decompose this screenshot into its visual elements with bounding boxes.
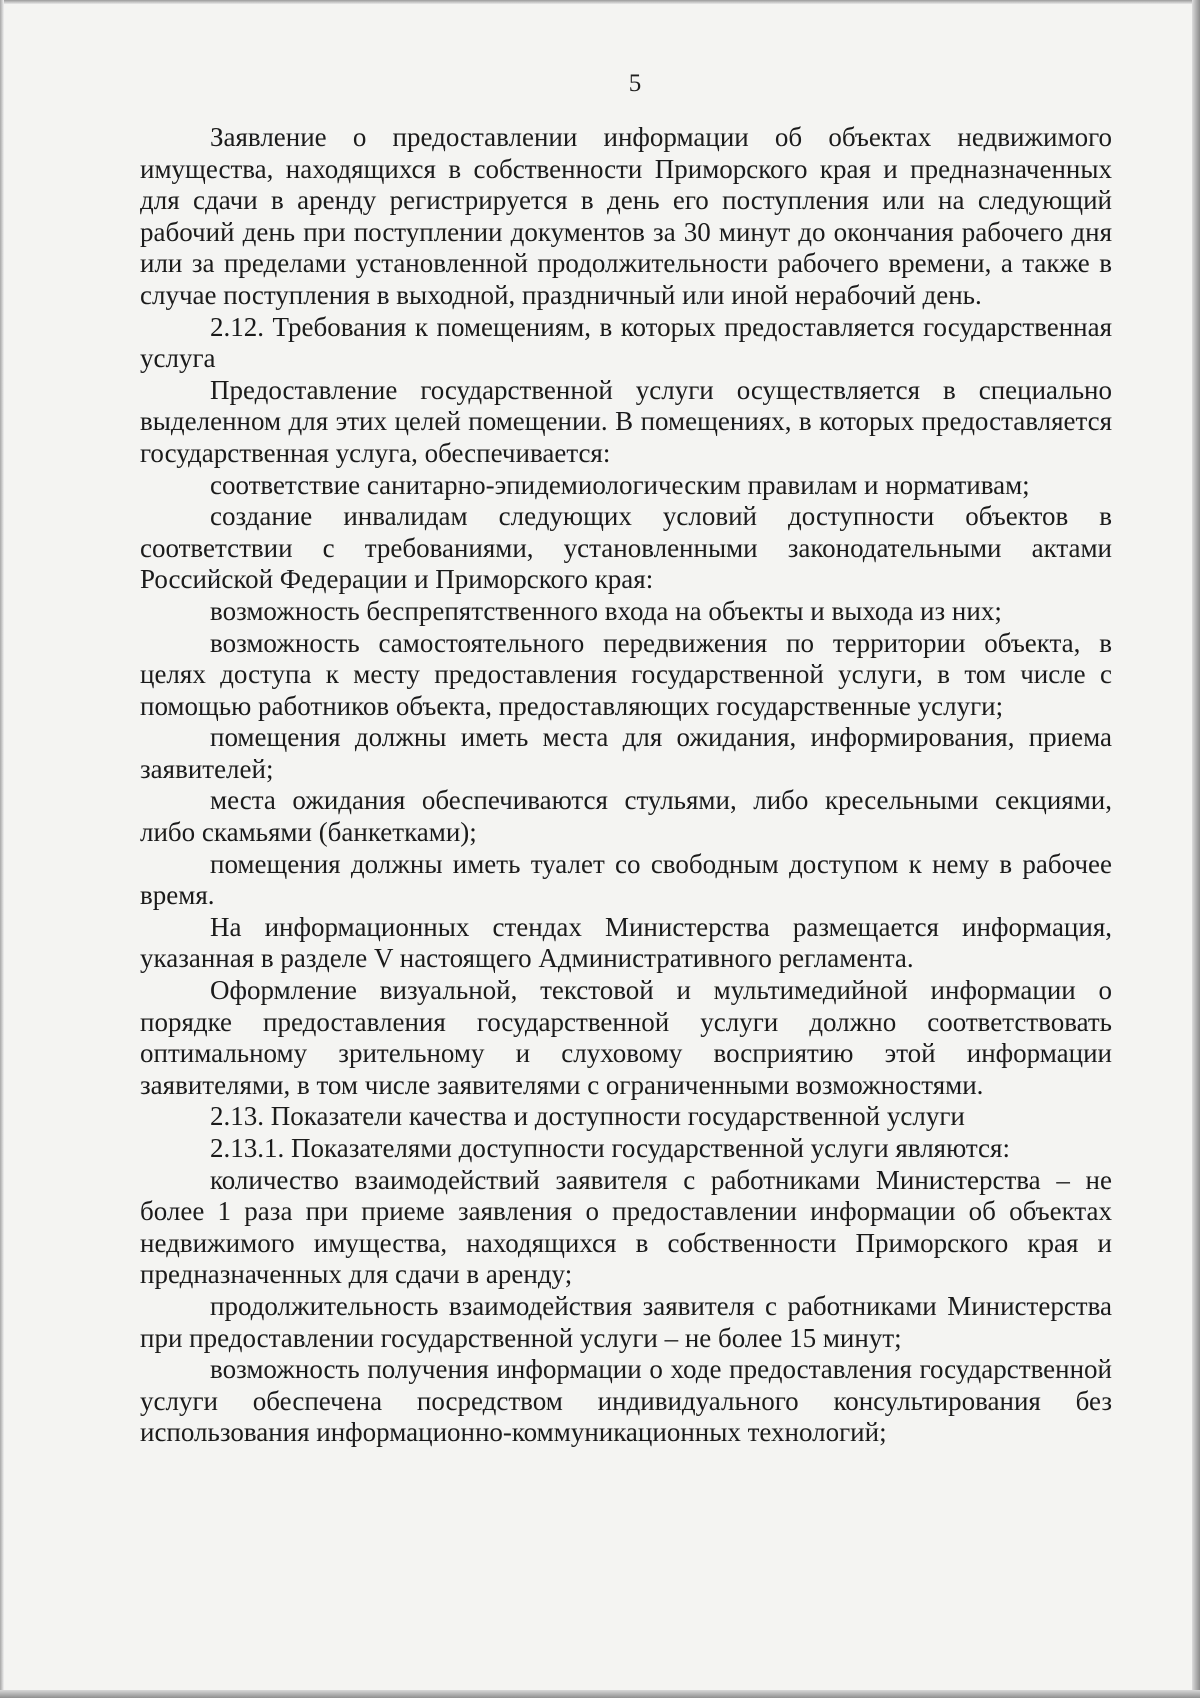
paragraph-seating: места ожидания обеспечиваются стульями, либо кресельными секциями, либо скамьями (банкетками); — [140, 785, 1112, 848]
paragraph-interactions-count: количество взаимодействий заявителя с работниками Министерства – не более 1 раза при приеме заявления о предоставлении информации об объектах недвижимого имущества, находящихся в собственности Приморского края и предназначенных для сдачи в аренду; — [140, 1164, 1112, 1290]
section-heading-2-13-1: 2.13.1. Показателями доступности государственной услуги являются: — [210, 1133, 1010, 1163]
paragraph-application-registration: Заявление о предоставлении информации об объектах недвижимого имущества, находящихся в собственности Приморского края и предназначенных для сдачи в аренду регистрируется в день его поступления или на следующий рабочий день при поступлении документов за 30 минут до окончания рабочего дня или за пределами установленной продолжительности рабочего времени, а также в случае поступления в выходной, праздничный или иной нерабочий день. — [140, 122, 1112, 310]
paragraph-info-stands: На информационных стендах Министерства размещается информация, указанная в разделе V настоящего Административного регламента. — [140, 911, 1112, 974]
scan-edge-left — [0, 0, 4, 1698]
paragraph-disability-access: создание инвалидам следующих условий доступности объектов в соответствии с требованиями, установленными законодательными актами Российской Федерации и Приморского края: — [140, 501, 1112, 595]
paragraph-interaction-duration: продолжительность взаимодействия заявителя с работниками Министерства при предоставлении государственной услуги – не более 15 минут; — [140, 1290, 1112, 1353]
page-number: 5 — [628, 70, 642, 97]
document-body — [140, 122, 1112, 1449]
paragraph-sanitary: соответствие санитарно-эпидемиологическим правилам и нормативам; — [210, 469, 1030, 500]
section-heading-2-13: 2.13. Показатели качества и доступности государственной услуги — [210, 1101, 965, 1132]
scan-edge-right — [1192, 0, 1200, 1698]
scan-edge-top — [0, 0, 1200, 4]
scan-edge-bottom — [0, 1690, 1200, 1698]
paragraph-movement: возможность самостоятельного передвижения по территории объекта, в целях доступа к месту предоставления государственной услуги, в том числе с помощью работников объекта, предоставляющих государственные услуги; — [140, 627, 1112, 721]
paragraph-info-design: Оформление визуальной, текстовой и мультимедийной информации о порядке предоставления государственной услуги должно соответствовать оптимальному зрительному и слуховому восприятию этой информации заявителями, в том числе заявителями с ограниченными возможностями. — [140, 975, 1112, 1100]
paragraph-entry-exit: возможность беспрепятственного входа на объекты и выхода из них; — [210, 595, 1002, 626]
section-heading-2-12: 2.12. Требования к помещениям, в которых предоставляется государственная услуга — [140, 311, 1112, 374]
paragraph-waiting-places: помещения должны иметь места для ожидания, информирования, приема заявителей; — [140, 722, 1112, 784]
paragraph-progress-info: возможность получения информации о ходе предоставления государственной услуги обеспечена посредством индивидуального консультирования без использования информационно-коммуникационных технологий; — [140, 1354, 1112, 1448]
paragraph-toilet: помещения должны иметь туалет со свободным доступом к нему в рабочее время. — [140, 848, 1112, 911]
paragraph-premises: Предоставление государственной услуги осуществляется в специально выделенном для этих целей помещении. В помещениях, в которых предоставляется государственная услуга, обеспечивается: — [140, 374, 1112, 468]
